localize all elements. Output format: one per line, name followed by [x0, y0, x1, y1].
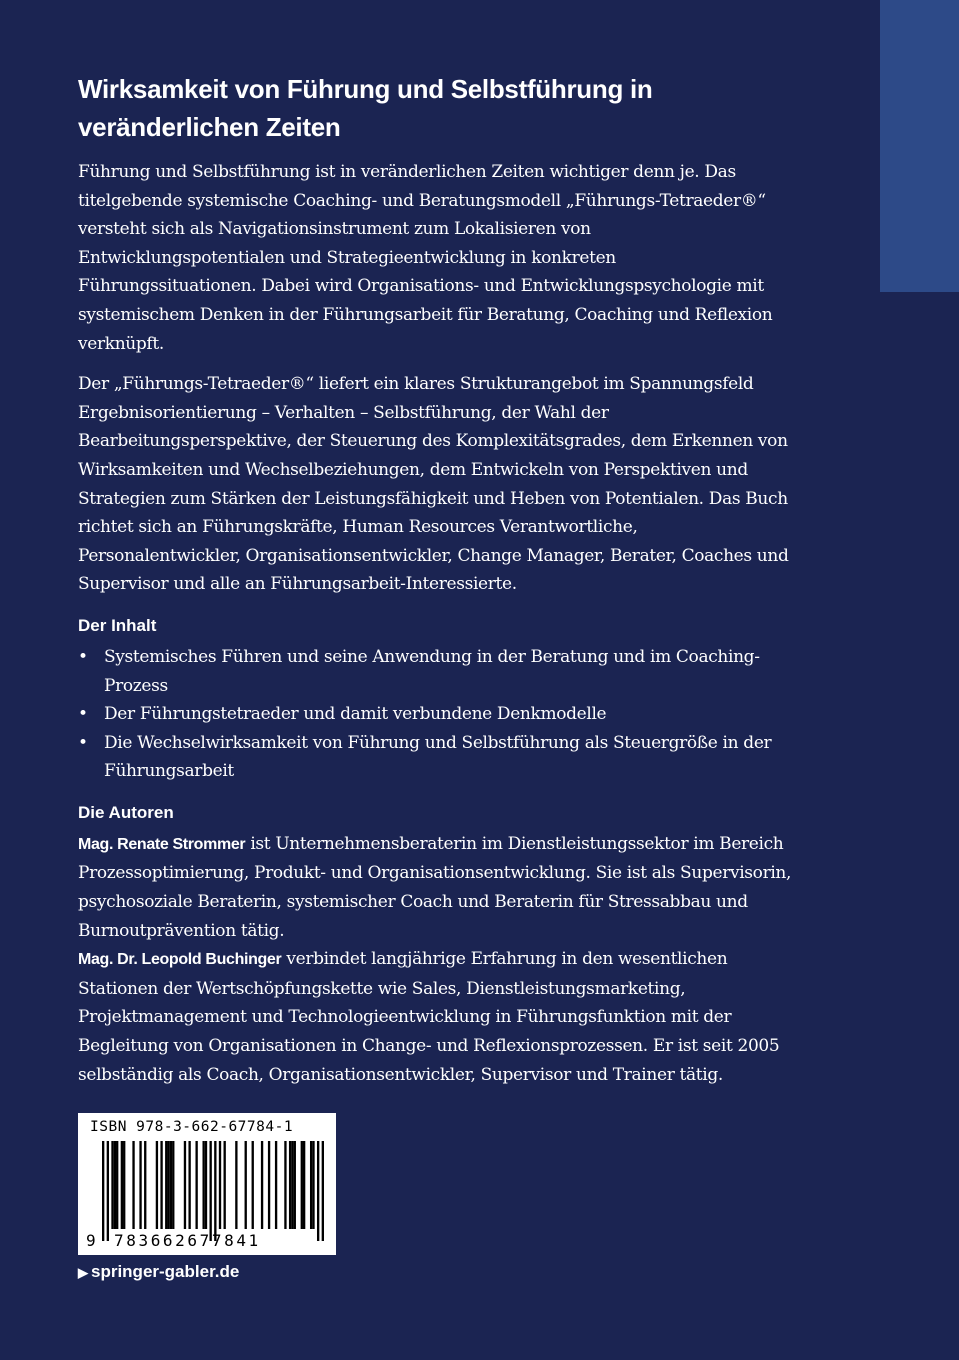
barcode-bars	[102, 1141, 324, 1241]
barcode-bar	[202, 1141, 204, 1229]
barcode-bar	[303, 1141, 305, 1229]
list-item	[78, 729, 798, 786]
barcode-bar	[160, 1141, 162, 1229]
barcode-bar	[205, 1141, 207, 1229]
barcode-bar	[111, 1141, 113, 1229]
list-item-text: Systemisches Führen und seine Anwendung in der Beratung und im Coaching-Prozess	[104, 646, 760, 696]
author-bio	[78, 945, 798, 1089]
back-cover-text	[78, 70, 798, 1089]
barcode-bar	[184, 1141, 186, 1229]
barcode-bar	[312, 1141, 314, 1229]
contents-list	[78, 643, 798, 786]
barcode-bar	[261, 1141, 263, 1229]
list-item-text: Die Wechselwirksamkeit von Führung und Selbstführung als Steuergröße in der Führungsarbeit	[104, 732, 772, 782]
bullet-icon: •	[78, 704, 88, 725]
description-paragraph-1: Führung und Selbstführung ist in veränderlichen Zeiten wichtiger denn je. Das titelgebende systemische Coaching- und Beratungsmodell „Führungs-Tetraeder®“ versteht sich als Navigationsinstrument zum Lokalisieren von Entwicklungspotentialen und Strategieentwicklung in konkreten Führungssituationen. Dabei wird Organisations- und Entwicklungspsychologie mit systemischem Denken in der Führungsarbeit für Beratung, Coaching und Reflexion verknüpft.	[78, 162, 773, 354]
barcode-bar	[170, 1141, 172, 1229]
barcode-bar	[275, 1141, 277, 1229]
authors-heading: Die Autoren	[78, 802, 174, 822]
barcode-bar	[252, 1141, 254, 1229]
website-text: springer-gabler.de	[91, 1262, 240, 1281]
barcode-bar	[294, 1141, 296, 1229]
list-item-text: Der Führungstetraeder und damit verbundene Denkmodelle	[104, 704, 607, 725]
barcode-bar	[301, 1141, 303, 1229]
barcode-bar	[139, 1141, 141, 1229]
barcode-bar	[289, 1141, 291, 1229]
author-description: verbindet langjährige Erfahrung in den wesentlichen Stationen der Wertschöpfungskette wie Sales, Dienstleistungsmarketing, Projektmanagement und Technologieentwicklung in Führungsfunktion mit der Begleitung von Organisationen in Change- und Reflexionsprozessen. Er ist seit 2005 selbständig als Coach, Organisationsentwickler, Supervisor und Trainer tätig.	[78, 949, 780, 1085]
barcode-bar	[114, 1141, 116, 1229]
barcode-bar	[235, 1141, 237, 1229]
isbn-label: ISBN 978-3-662-67784-1	[90, 1119, 294, 1135]
barcode-bar	[268, 1141, 270, 1229]
publisher-website[interactable]	[78, 1262, 239, 1282]
barcode-bar	[209, 1141, 211, 1241]
author-bio	[78, 830, 798, 945]
barcode-bar	[214, 1141, 216, 1241]
barcode-bar	[165, 1141, 167, 1229]
play-arrow-icon: ▶	[78, 1265, 88, 1280]
barcode-bar	[167, 1141, 169, 1229]
description-paragraph-2: Der „Führungs-Tetraeder®“ liefert ein klares Strukturangebot im Spannungsfeld Ergebnisorientierung – Verhalten – Selbstführung, der Wahl der Bearbeitungsperspektive, der Steuerung des Komplexitätsgrades, dem Erkennen von Wirksamkeiten und Wechselbeziehungen, dem Entwickeln von Perspektiven und Strategien zum Stärken der Leistungsfähigkeit und Heben von Potentialen. Das Buch richtet sich an Führungskräfte, Human Resources Verantwortliche, Personalentwickler, Organisationsentwickler, Change Manager, Berater, Coaches und Supervisor und alle an Führungsarbeit-Interessierte.	[78, 374, 789, 595]
barcode-bar	[132, 1141, 134, 1229]
author-name: Mag. Renate Strommer	[78, 835, 246, 853]
author-description: ist Unternehmensberaterin im Dienstleistungssektor im Bereich Prozessoptimierung, Produkt- und Organisationsentwicklung. Sie ist als Supervisorin, psychosoziale Beraterin, systemischer Coach und Beraterin für Stressabbau und Burnoutprävention tätig.	[78, 833, 792, 941]
barcode-bar	[121, 1141, 123, 1229]
barcode-bar	[116, 1141, 118, 1229]
barcode-bar	[195, 1141, 197, 1229]
barcode-bar	[322, 1141, 324, 1241]
bullet-icon: •	[78, 646, 88, 667]
barcode-bar	[107, 1141, 109, 1241]
barcode-bar	[284, 1141, 286, 1229]
barcode-bar	[310, 1141, 312, 1229]
barcode-bar	[102, 1141, 104, 1241]
barcode-bar	[291, 1141, 293, 1229]
list-item	[78, 643, 798, 700]
barcode-bar	[123, 1141, 125, 1229]
barcode-bar	[188, 1141, 190, 1229]
barcode-bar	[144, 1141, 146, 1229]
barcode-bar	[156, 1141, 158, 1229]
barcode-bar	[172, 1141, 174, 1229]
isbn-barcode	[78, 1113, 336, 1255]
barcode-bar	[245, 1141, 247, 1229]
contents-heading: Der Inhalt	[78, 615, 157, 635]
bullet-icon: •	[78, 732, 88, 753]
accent-bar	[880, 0, 959, 292]
barcode-bar	[219, 1141, 221, 1229]
author-name: Mag. Dr. Leopold Buchinger	[78, 951, 282, 969]
ean-first-digit: 9	[86, 1231, 96, 1250]
list-item	[78, 700, 798, 729]
barcode-bar	[317, 1141, 319, 1241]
barcode-bar	[224, 1141, 226, 1229]
book-title: Wirksamkeit von Führung und Selbstführung in veränderlichen Zeiten	[78, 74, 653, 142]
ean-digits: 783662677841	[114, 1231, 261, 1250]
